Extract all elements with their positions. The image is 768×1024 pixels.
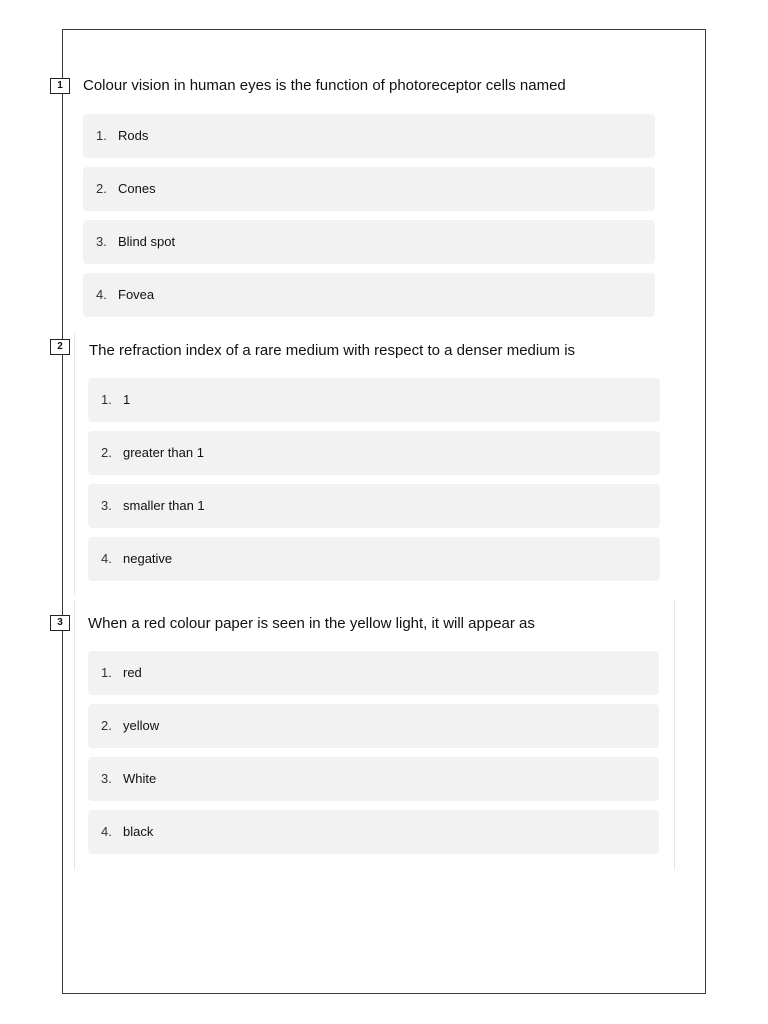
option-number: 3. <box>96 234 107 249</box>
question-text: When a red colour paper is seen in the yellow light, it will appear as <box>88 615 535 632</box>
option-label: red <box>123 665 142 680</box>
question-number-badge: 1 <box>50 78 70 94</box>
option-label: Rods <box>118 128 149 143</box>
option-label: 1 <box>123 392 131 407</box>
option-4[interactable] <box>83 273 655 317</box>
option-label: negative <box>123 551 173 566</box>
option-1[interactable] <box>88 651 659 695</box>
option-number: 2. <box>101 718 112 733</box>
option-label: Cones <box>118 181 156 196</box>
option-1[interactable] <box>83 114 655 158</box>
option-label: yellow <box>123 718 160 733</box>
option-number: 1. <box>96 128 107 143</box>
option-label: Fovea <box>118 287 155 302</box>
option-4[interactable] <box>88 537 660 581</box>
option-number: 3. <box>101 498 112 513</box>
option-number: 1. <box>101 392 112 407</box>
question-number-badge: 3 <box>50 615 70 631</box>
option-label: White <box>123 771 157 786</box>
option-number: 4. <box>101 824 112 839</box>
option-number: 2. <box>96 181 107 196</box>
option-number: 2. <box>101 445 112 460</box>
option-2[interactable] <box>83 167 655 211</box>
option-label: smaller than 1 <box>123 498 205 513</box>
option-3[interactable] <box>88 484 660 528</box>
question-number-badge: 2 <box>50 339 70 355</box>
option-label: Blind spot <box>118 234 176 249</box>
question-text: Colour vision in human eyes is the function of photoreceptor cells named <box>83 77 566 94</box>
option-1[interactable] <box>88 378 660 422</box>
option-2[interactable] <box>88 431 660 475</box>
option-number: 3. <box>101 771 112 786</box>
option-number: 4. <box>96 287 107 302</box>
option-number: 4. <box>101 551 112 566</box>
question-text: The refraction index of a rare medium with respect to a denser medium is <box>89 342 576 359</box>
option-number: 1. <box>101 665 112 680</box>
option-3[interactable] <box>83 220 655 264</box>
option-label: black <box>123 824 154 839</box>
option-label: greater than 1 <box>123 445 204 460</box>
option-3[interactable] <box>88 757 659 801</box>
option-4[interactable] <box>88 810 659 854</box>
option-2[interactable] <box>88 704 659 748</box>
